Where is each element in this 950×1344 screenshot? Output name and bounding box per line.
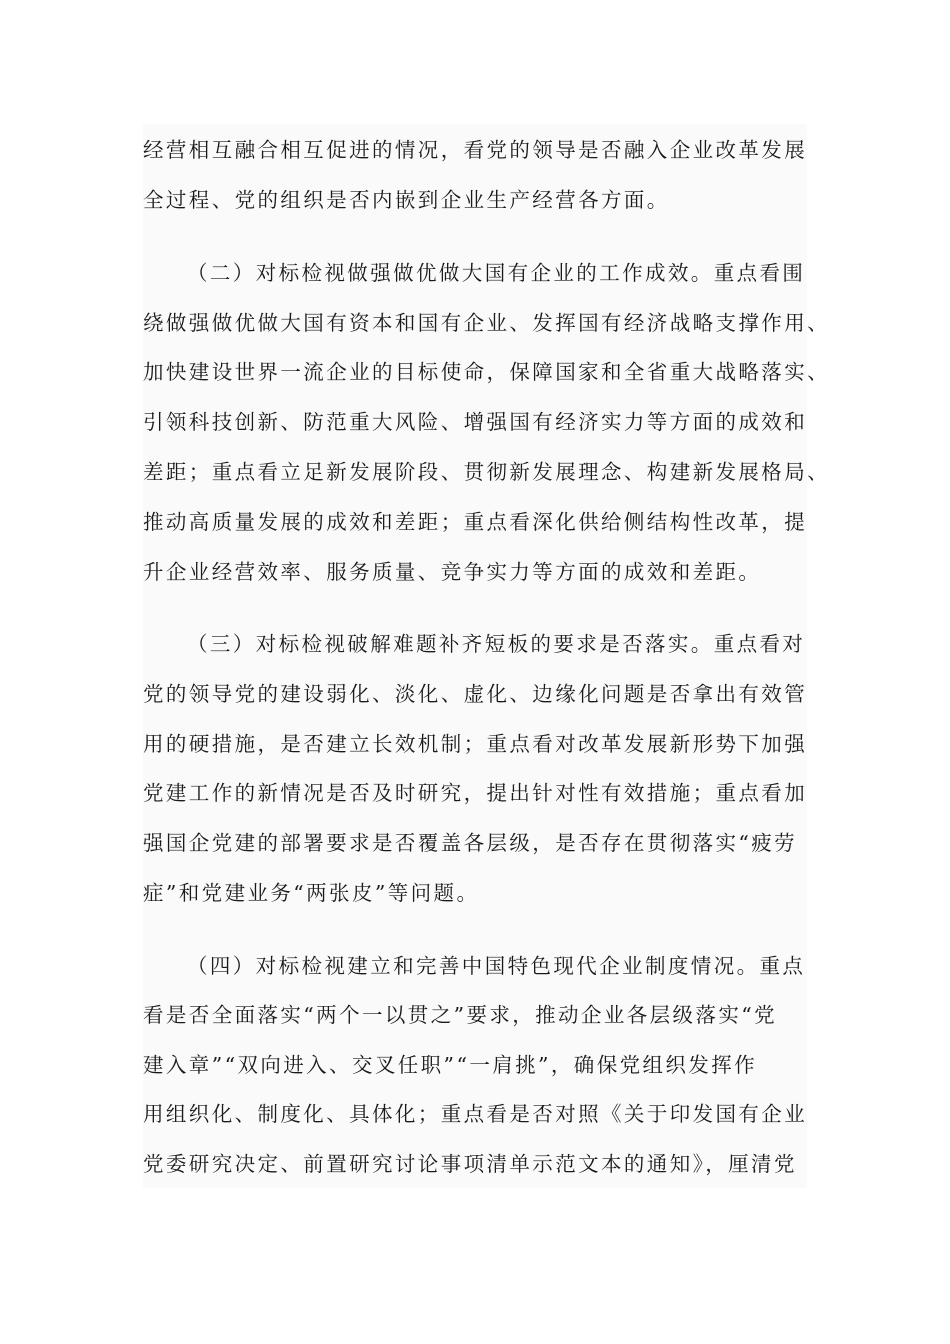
text-line: 加快建设世界一流企业的目标使命，保障国家和全省重大战略落实、 <box>143 360 830 384</box>
text-line: 建入章”“双向进入、交叉任职”“一肩挑”，确保党组织发挥作 <box>143 1053 757 1077</box>
text-line: 党委研究决定、前置研究讨论事项清单示范文本的通知》，厘清党 <box>143 1152 797 1176</box>
text-line: 党的领导党的建设弱化、淡化、虚化、边缘化问题是否拿出有效管 <box>143 682 808 706</box>
text-line: 绕做强做优做大国有资本和国有企业、发挥国有经济战略支撑作用、 <box>143 311 830 335</box>
text-line: 强国企党建的部署要求是否覆盖各层级，是否存在贯彻落实“疲劳 <box>143 831 798 855</box>
text-line: 经营相互融合相互促进的情况，看党的领导是否融入企业改革发展 <box>143 138 808 162</box>
text-line: 用的硬措施，是否建立长效机制；重点看对改革发展新形势下加强 <box>143 732 808 756</box>
text-line: 全过程、党的组织是否内嵌到企业生产经营各方面。 <box>143 188 670 212</box>
text-line: 用组织化、制度化、具体化；重点看是否对照《关于印发国有企业 <box>143 1102 808 1126</box>
text-line: 推动高质量发展的成效和差距；重点看深化供给侧结构性改革，提 <box>143 510 808 534</box>
text-line: 引领科技创新、防范重大风险、增强国有经济实力等方面的成效和 <box>143 410 808 434</box>
paragraph-heading-4: （四）对标检视建立和完善中国特色现代企业制度情况。重点 <box>187 954 806 978</box>
paragraph-heading-2: （二）对标检视做强做优做大国有企业的工作成效。重点看围 <box>187 261 806 285</box>
text-line: 差距；重点看立足新发展阶段、贯彻新发展理念、构建新发展格局、 <box>143 460 830 484</box>
document-body <box>143 124 830 1188</box>
text-line: 升企业经营效率、服务质量、竞争实力等方面的成效和差距。 <box>143 560 762 584</box>
text-line: 党建工作的新情况是否及时研究，提出针对性有效措施；重点看加 <box>143 781 808 805</box>
text-line: 症”和党建业务“两张皮”等问题。 <box>143 881 480 905</box>
text-line: 看是否全面落实“两个一以贯之”要求，推动企业各层级落实“党 <box>143 1003 778 1027</box>
paragraph-heading-3: （三）对标检视破解难题补齐短板的要求是否落实。重点看对 <box>187 632 806 656</box>
